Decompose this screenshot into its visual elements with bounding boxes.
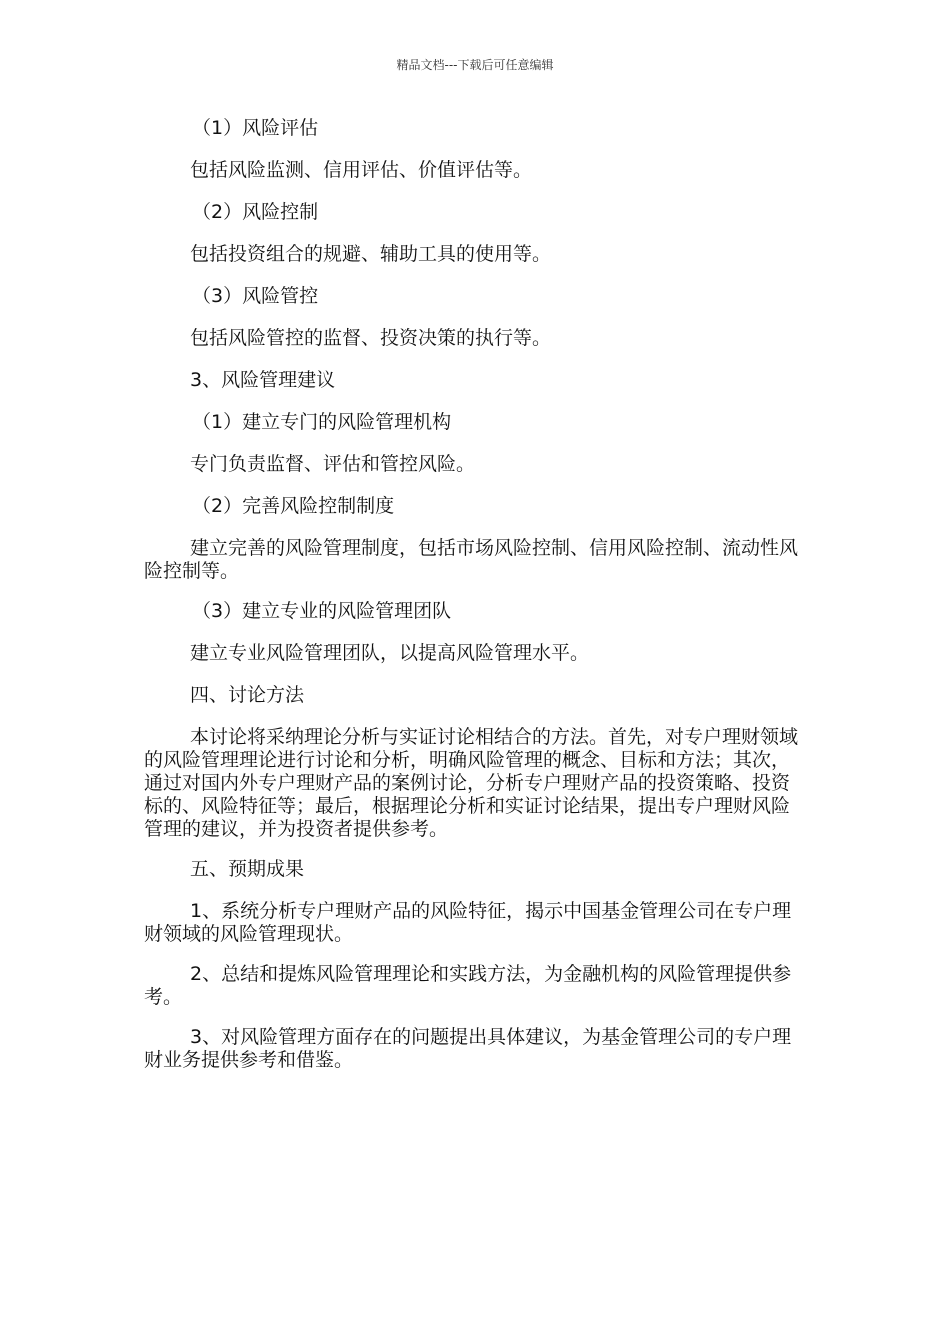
paragraph: 包括风险监测、信用评估、价值评估等。 <box>190 159 533 181</box>
paragraph: 包括投资组合的规避、辅助工具的使用等。 <box>190 243 552 265</box>
subheading-risk-assessment: （1）风险评估 <box>192 117 319 139</box>
subheading-risk-supervision: （3）风险管控 <box>192 285 319 307</box>
subheading-dedicated-agency: （1）建立专门的风险管理机构 <box>192 411 452 433</box>
subheading-risk-control: （2）风险控制 <box>192 201 319 223</box>
paragraph: 本讨论将采纳理论分析与实证讨论相结合的方法。首先，对专户理财领域的风险管理理论进行讨论和分析，明确风险管理的概念、目标和方法；其次，通过对国内外专户理财产品的案例讨论，分析专户理财产品的投资策略、投资标的、风险特征等；最后，根据理论分析和实证讨论结果，提出专户理财风险管理的建议，并为投资者提供参考。 <box>144 726 799 840</box>
paragraph: 专门负责监督、评估和管控风险。 <box>190 453 476 475</box>
subheading-professional-team: （3）建立专业的风险管理团队 <box>192 600 452 622</box>
subheading-control-system: （2）完善风险控制制度 <box>192 495 395 517</box>
document-body <box>144 117 806 1089</box>
paragraph: 建立专业风险管理团队，以提高风险管理水平。 <box>190 642 590 664</box>
section-heading-suggestions: 3、风险管理建议 <box>190 369 336 391</box>
paragraph: 3、对风险管理方面存在的问题提出具体建议，为基金管理公司的专户理财业务提供参考和借鉴。 <box>144 1026 792 1071</box>
page-header: 精品文档---下载后可任意编辑 <box>396 58 554 72</box>
paragraph: 2、总结和提炼风险管理理论和实践方法，为金融机构的风险管理提供参考。 <box>144 963 792 1008</box>
paragraph: 包括风险管控的监督、投资决策的执行等。 <box>190 327 552 349</box>
paragraph: 建立完善的风险管理制度，包括市场风险控制、信用风险控制、流动性风险控制等。 <box>144 537 799 582</box>
section-heading-methods: 四、讨论方法 <box>190 684 305 706</box>
paragraph: 1、系统分析专户理财产品的风险特征，揭示中国基金管理公司在专户理财领域的风险管理现状。 <box>144 900 792 945</box>
section-heading-expected-results: 五、预期成果 <box>190 858 305 880</box>
